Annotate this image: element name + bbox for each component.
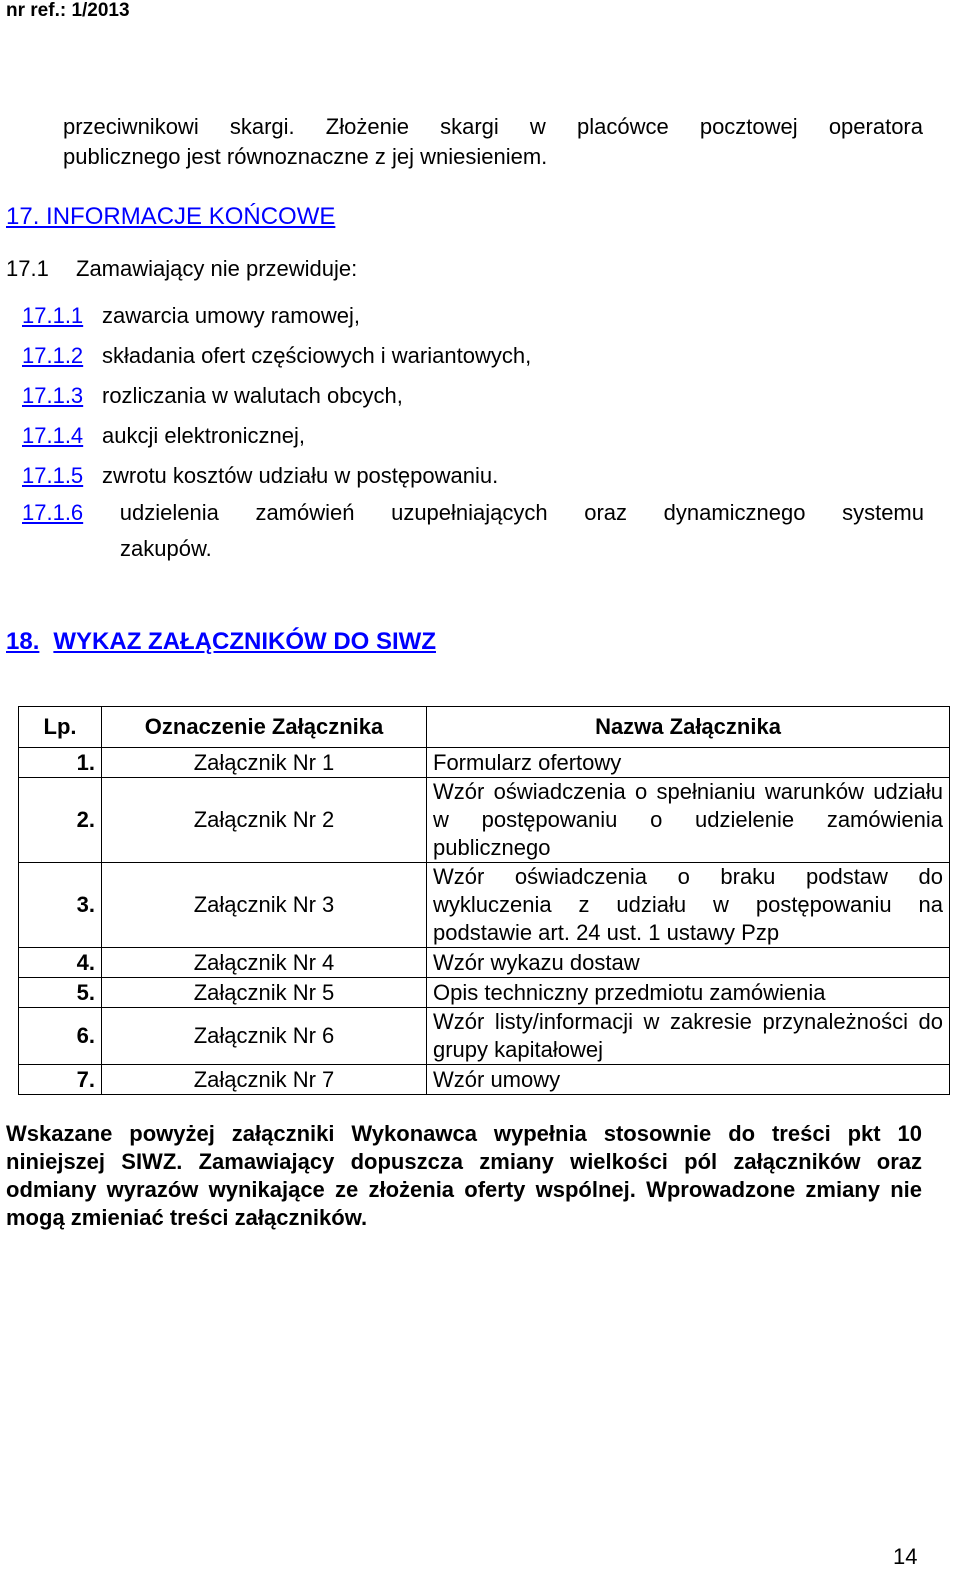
list-item-number-link[interactable]: 17.1.4 <box>22 423 84 448</box>
table-row <box>19 1008 950 1065</box>
word: dynamicznego <box>663 500 806 525</box>
list-item-text: rozliczania w walutach obcych, <box>102 383 403 408</box>
paragraph-17-1 <box>6 256 357 282</box>
cell-designation: Załącznik Nr 2 <box>102 778 427 863</box>
cell-designation: Załącznik Nr 5 <box>102 978 427 1008</box>
paragraph-17-1-number: 17.1 <box>6 256 49 281</box>
section-17-heading[interactable]: 17. INFORMACJE KOŃCOWE <box>6 203 336 230</box>
table-row <box>19 1065 950 1095</box>
cell-designation: Załącznik Nr 6 <box>102 1008 427 1065</box>
list-item-number-link[interactable]: 17.1.5 <box>22 463 84 488</box>
cell-name: Wzór oświadczenia o spełnianiu warunków udziału w postępowaniu o udzielenie zamówienia publicznego <box>427 778 950 863</box>
table-row <box>19 948 950 978</box>
cell-designation: Załącznik Nr 1 <box>102 748 427 778</box>
list-item <box>22 463 498 489</box>
section-18-title[interactable]: WYKAZ ZAŁĄCZNIKÓW DO SIWZ <box>53 628 436 655</box>
cell-lp: 1. <box>19 748 102 778</box>
cell-lp: 7. <box>19 1065 102 1095</box>
table-row <box>19 778 950 863</box>
intro-paragraph <box>63 112 923 172</box>
closing-note: Wskazane powyżej załączniki Wykonawca wypełnia stosownie do treści pkt 10 niniejszej SIWZ. Zamawiający dopuszcza zmiany wielkości pól załączników oraz odmiany wyrazów wynikające ze złożenia oferty wspólnej. Wprowadzone zmiany nie mogą zmieniać treści załączników. <box>6 1121 922 1230</box>
cell-name: Wzór listy/informacji w zakresie przynależności do grupy kapitałowej <box>427 1008 950 1065</box>
cell-name: Wzór umowy <box>427 1065 950 1095</box>
list-item-first-line <box>22 500 924 526</box>
column-header-designation: Oznaczenie Załącznika <box>102 707 427 748</box>
table-header-row <box>19 707 950 748</box>
column-header-name: Nazwa Załącznika <box>427 707 950 748</box>
cell-lp: 4. <box>19 948 102 978</box>
cell-name: Wzór oświadczenia o braku podstaw do wykluczenia z udziału w postępowaniu na podstawie art. 24 ust. 1 ustawy Pzp <box>427 863 950 948</box>
list-item-text: zawarcia umowy ramowej, <box>102 303 360 328</box>
list-item <box>22 383 403 409</box>
cell-designation: Załącznik Nr 4 <box>102 948 427 978</box>
cell-name: Wzór wykazu dostaw <box>427 948 950 978</box>
list-item <box>22 303 360 329</box>
list-item-text: zwrotu kosztów udziału w postępowaniu. <box>102 463 499 488</box>
cell-designation: Załącznik Nr 7 <box>102 1065 427 1095</box>
page-number: 14 <box>893 1544 918 1569</box>
intro-line-1: przeciwnikowi skargi. Złożenie skargi w placówce pocztowej operatora <box>63 114 923 139</box>
section-18-number[interactable]: 18. <box>6 628 40 655</box>
table-row <box>19 863 950 948</box>
table-row <box>19 748 950 778</box>
word: systemu <box>842 500 924 525</box>
cell-name: Opis techniczny przedmiotu zamówienia <box>427 978 950 1008</box>
list-item <box>22 343 531 369</box>
list-item-number-link[interactable]: 17.1.1 <box>22 303 84 328</box>
word: oraz <box>584 500 628 525</box>
cell-designation: Załącznik Nr 3 <box>102 863 427 948</box>
list-item <box>22 423 305 449</box>
list-item-continuation: zakupów. <box>120 536 212 561</box>
cell-name: Formularz ofertowy <box>427 748 950 778</box>
cell-lp: 6. <box>19 1008 102 1065</box>
cell-lp: 2. <box>19 778 102 863</box>
list-item <box>22 500 924 562</box>
list-item-text: składania ofert częściowych i wariantowych, <box>102 343 532 368</box>
paragraph-17-1-text: Zamawiający nie przewiduje: <box>76 256 358 281</box>
section-18-heading[interactable] <box>6 628 436 656</box>
document-reference: nr ref.: 1/2013 <box>6 0 130 21</box>
table-row <box>19 978 950 1008</box>
word: uzupełniających <box>391 500 548 525</box>
list-item-text: aukcji elektronicznej, <box>102 423 305 448</box>
cell-lp: 3. <box>19 863 102 948</box>
word: zamówień <box>255 500 355 525</box>
list-item-number-link[interactable]: 17.1.3 <box>22 383 84 408</box>
list-item-number-link[interactable]: 17.1.6 <box>22 500 84 525</box>
cell-lp: 5. <box>19 978 102 1008</box>
attachments-table <box>18 706 950 1095</box>
column-header-lp: Lp. <box>19 707 102 748</box>
intro-line-2: publicznego jest równoznaczne z jej wniesieniem. <box>63 144 548 169</box>
list-item-number-link[interactable]: 17.1.2 <box>22 343 84 368</box>
word: udzielenia <box>119 500 219 525</box>
